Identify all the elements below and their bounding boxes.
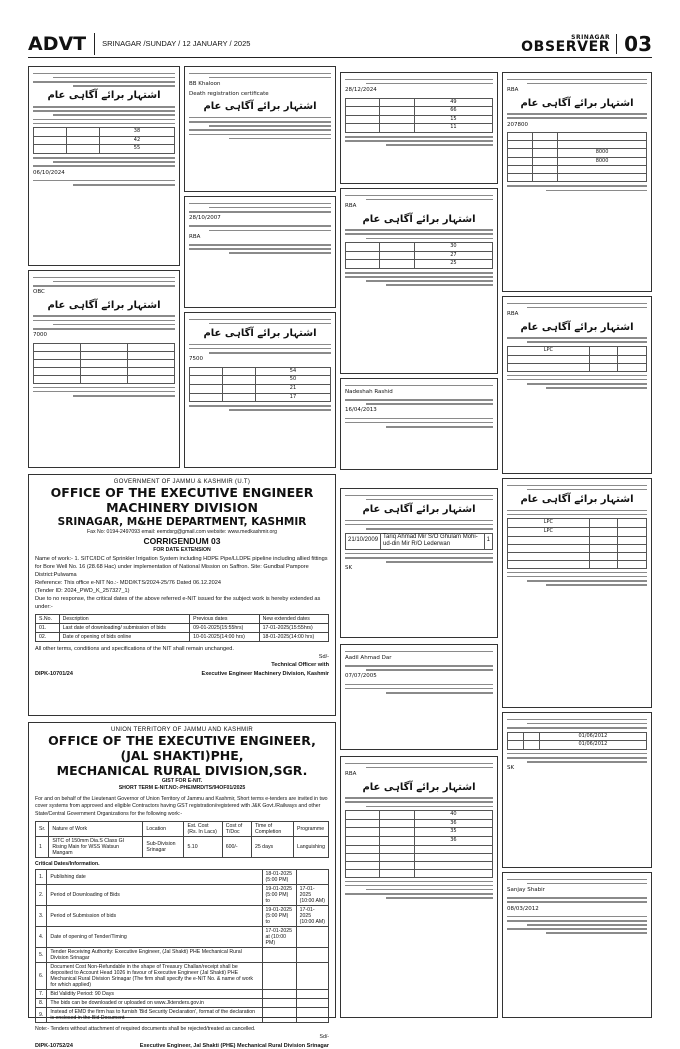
newspaper-logo [521, 34, 617, 54]
table-row [36, 870, 329, 885]
table-cell: 17 [255, 393, 330, 402]
column-header: Sr. [36, 822, 49, 837]
mechanical-division-corrigendum [28, 474, 336, 716]
dipk-number: DIPK-10701/24 [35, 670, 73, 677]
column-header: S.No. [36, 614, 60, 623]
table-cell: 55 [99, 145, 174, 154]
table-cell: Tender Receiving Authority: Executive Engineer, (Jal Shakti) PHE Mechanical Rural Division Srinagar [47, 948, 262, 963]
table-cell: LPC [508, 527, 590, 536]
table-cell: Date of opening of Tender/Timing [47, 927, 262, 948]
sd-mark: Sd/- [318, 653, 329, 660]
notice-table [189, 367, 331, 402]
table-cell: The bids can be downloaded or uploaded on www.Jktenders.gov.in [47, 999, 262, 1008]
table-cell: LPC [508, 519, 590, 528]
urdu-notice-13 [502, 296, 652, 474]
table-cell: 38 [99, 128, 174, 137]
reference-text: This office e-NIT No.:- MDD/KTS/2024-25/76 Dated 06.12.2024 [63, 579, 221, 586]
office-subtitle: SRINAGAR, M&HE DEPARTMENT, KASHMIR [57, 516, 307, 528]
column-header: Previous dates [190, 614, 259, 623]
table-cell: Last date of downloading/ submission of bids [59, 623, 190, 632]
category-label: RBA [345, 202, 357, 209]
table-cell: 17-01-2025 (10:00 AM) [296, 906, 328, 927]
category-label: RBA [507, 86, 519, 93]
table-cell: 9. [36, 1008, 47, 1023]
table-cell: 18-01-2025 (5:00 PM) [262, 870, 296, 885]
table-cell: 35 [414, 828, 492, 837]
certificate-label: Death registration certificate [189, 90, 269, 97]
table-cell: 36 [414, 819, 492, 828]
urdu-notice-10 [340, 644, 498, 750]
notice-table [507, 346, 647, 372]
office-subtitle: MECHANICAL RURAL DIVISION,SGR. [56, 763, 308, 778]
extension-table [35, 614, 329, 642]
notice-heading: اشتہار برائے آگاہی عام [203, 327, 317, 339]
notice-table [345, 533, 493, 550]
category-label: RBA [345, 770, 357, 777]
column-header: Description [59, 614, 190, 623]
table-cell: 17-01-2025(15:55hrs) [259, 623, 328, 632]
table-cell: 17-01-2025 (10:00 AM) [296, 885, 328, 906]
notice-heading: اشتہار برائے آگاہی عام [362, 213, 476, 225]
date-extension-label: FOR DATE EXTENSION [153, 547, 211, 554]
table-cell: 10-01-2025(14:00 hrs) [190, 632, 259, 641]
critical-dates-label: Critical Dates/Information. [35, 861, 100, 868]
urdu-notice-16 [502, 872, 652, 1018]
notice-date: 28/12/2024 [345, 86, 377, 93]
signatory-line: Executive Engineer, Jal Shakti (PHE) Mechanical Rural Division Srinagar [139, 1043, 329, 1049]
notice-heading: اشتہار برائے آگاہی عام [47, 299, 161, 311]
notice-heading: اشتہار برائے آگاہی عام [362, 503, 476, 515]
urdu-notice-6 [340, 72, 498, 184]
notice-name: Nadeshah Rashid [345, 388, 393, 395]
table-cell: 21/10/2009 [346, 533, 381, 549]
work-label: Name of work:- [35, 555, 73, 562]
table-cell: 7. [36, 990, 47, 999]
notice-table [345, 242, 493, 269]
critical-dates-table [35, 869, 329, 1023]
table-cell: 09-01-2025(15:55hrs) [190, 623, 259, 632]
notice-table [345, 98, 493, 133]
table-cell [296, 927, 328, 948]
table-cell: 49 [414, 98, 492, 107]
table-cell [296, 963, 328, 990]
table-cell: Document Cost Non-Refundable in the shape of Treasury Challan/receipt shall be deposited to Account Head 1026 in favour of Executive Engineer (Jal Shakti) PHE Mechanical Rural Division Srinagar (The firm shall specify the e-NIT No. & name of work for which applied) [47, 963, 262, 990]
notice-heading: اشتہار برائے آگاہی عام [520, 97, 634, 109]
extension-body: Due to no response, the critical dates of the above referred e-NIT issued for the subject work is hereby extended as under:- [35, 595, 321, 610]
note-text: Note:- Tenders without attachment of required documents shall be rejected/treated as cancelled. [35, 1026, 256, 1033]
column-header: Programme [293, 822, 328, 837]
table-cell: 8000 [558, 149, 647, 158]
table-cell [262, 963, 296, 990]
table-row [36, 623, 329, 632]
table-cell: 19-01-2025 (5:00 PM) to [262, 885, 296, 906]
notice-table [507, 132, 647, 182]
office-title: OFFICE OF THE EXECUTIVE ENGINEER MACHINERY DIVISION [50, 485, 314, 515]
dateline: SRINAGAR /SUNDAY / 12 JANUARY / 2025 [102, 39, 251, 48]
urdu-notice-11 [340, 756, 498, 1018]
table-cell: 01/06/2012 [539, 741, 646, 750]
urdu-notice-3 [184, 66, 336, 192]
table-cell: Date of opening of bids online [59, 632, 190, 641]
jal-shakti-tender-notice [28, 722, 336, 1049]
notice-amount: 207800 [507, 121, 528, 128]
table-cell: 3. [36, 906, 47, 927]
table-cell: 66 [414, 107, 492, 116]
government-line: UNION TERRITORY OF JAMMU AND KASHMIR [110, 727, 254, 733]
table-row [36, 963, 329, 990]
table-cell: 18-01-2025(14:00 hrs) [259, 632, 328, 641]
column-header: Location [143, 822, 184, 837]
table-cell: SITC of 150mm Dia.S Class GI Rising Main for WSS Watsun Mangam [49, 837, 143, 858]
table-cell: 6. [36, 963, 47, 990]
work-table [35, 821, 329, 858]
notice-code: SK [345, 565, 353, 572]
signatory-line-2: Executive Engineer Machinery Division, Kashmir [201, 670, 329, 677]
contact-line: Fax No: 0194-2497093 email: eemdsrg@gmail.com website: www.medkashmir.org [86, 529, 278, 535]
table-cell [296, 948, 328, 963]
table-row [36, 837, 329, 858]
notice-table [33, 127, 175, 154]
table-row [36, 999, 329, 1008]
notice-table [33, 343, 175, 384]
category-label: RBA [507, 310, 519, 317]
notice-signature: BB Khaloon [189, 80, 221, 87]
table-cell: 50 [255, 376, 330, 385]
notice-heading: اشتہار برائے آگاہی عام [203, 101, 317, 113]
logo-city: SRINAGAR [571, 33, 611, 41]
table-cell: 54 [255, 367, 330, 376]
sd-mark: Sd/- [319, 1033, 329, 1040]
table-cell: 27 [414, 251, 492, 260]
table-cell: Languishing [293, 837, 328, 858]
notice-code: SK [507, 765, 515, 772]
table-cell: 2. [36, 885, 47, 906]
urdu-notice-4 [184, 196, 336, 308]
table-cell: 8. [36, 999, 47, 1008]
table-cell: 8000 [558, 157, 647, 166]
table-cell: 01. [36, 623, 60, 632]
urdu-notice-15 [502, 712, 652, 868]
table-cell [262, 990, 296, 999]
table-cell: 02. [36, 632, 60, 641]
table-cell: Period of Submission of bids [47, 906, 262, 927]
page-number: 03 [624, 31, 652, 56]
gist-label: GIST FOR E-NIT. [161, 778, 203, 784]
table-cell: 15 [414, 115, 492, 124]
notice-table [507, 732, 647, 750]
urdu-notice-1 [28, 66, 180, 266]
urdu-notice-12 [502, 72, 652, 292]
section-label: ADVT [28, 33, 95, 55]
table-cell [296, 999, 328, 1008]
closing-line: All other terms, conditions and specifications of the NIT shall remain unchanged. [35, 645, 234, 652]
table-cell: 36 [414, 836, 492, 845]
table-row [36, 632, 329, 641]
work-text: 1. SITC/IDC of Sprinkler Irrigation System including HDPE Pipe/LLDPE pipeline including allied fittings for Bore Well No. 16 (28.68 Hac) under implementation of National Mission on Saffron. Site: Gundbal Pampore District:Pulwama [35, 555, 328, 578]
table-cell: 42 [99, 136, 174, 145]
table-cell [262, 1008, 296, 1023]
notice-heading: اشتہار برائے آگاہی عام [520, 493, 634, 505]
notice-date: 08/03/2012 [507, 905, 539, 912]
urdu-notice-2 [28, 270, 180, 468]
table-cell: 1 [484, 533, 492, 549]
notice-footer [35, 671, 329, 677]
urdu-notice-14 [502, 478, 652, 708]
notice-heading: اشتہار برائے آگاہی عام [362, 781, 476, 793]
table-cell [296, 990, 328, 999]
table-row [36, 885, 329, 906]
table-row [36, 948, 329, 963]
office-title: OFFICE OF THE EXECUTIVE ENGINEER,(JAL SHAKTI)PHE, [48, 733, 316, 763]
notice-footer [35, 1043, 329, 1049]
table-cell: Bid Validity Period: 90 Days [47, 990, 262, 999]
table-cell: Tariq Ahmad Mir S/O Ghulam Mohi-ud-din Mir R/O Lederwan [381, 533, 485, 549]
table-cell: 5.10 [184, 837, 222, 858]
table-cell: 4. [36, 927, 47, 948]
notice-date: 07/07/2005 [345, 673, 377, 680]
table-row [36, 1008, 329, 1023]
table-cell: 600/- [222, 837, 251, 858]
tender-id: (Tender ID: 2024_PWD_K_257327_1) [35, 587, 130, 594]
column-header: Time of Completion [251, 822, 293, 837]
notice-heading: اشتہار برائے آگاہی عام [520, 321, 634, 333]
table-cell [262, 948, 296, 963]
category-label: RBA [189, 233, 201, 240]
table-cell: 40 [414, 811, 492, 820]
notice-name: Sanjay Shabir [507, 886, 545, 893]
intro-text: For and on behalf of the Lieutenant Governor of Union Territory of Jammu and Kashmir, Short terms e-tenders are invited in two cover systems from approved and eligible Contractors having GST registration/registered with J&K Govt./Railways and other State/Central Government Organizations for the following work:- [35, 795, 328, 817]
notice-table [507, 518, 647, 568]
work-description [35, 555, 329, 579]
urdu-notice-9 [340, 488, 498, 638]
table-row [36, 990, 329, 999]
notice-name: Aadil Ahmad Dar [345, 654, 392, 661]
notice-date: 06/10/2024 [33, 169, 65, 176]
reference-line [35, 579, 329, 587]
table-cell: 1. [36, 870, 47, 885]
reference-label: Reference: [35, 579, 63, 586]
corrigendum-title: CORRIGENDUM 03 [143, 536, 221, 547]
table-cell: 21 [255, 384, 330, 393]
table-cell: Period of Downloading of Bids [47, 885, 262, 906]
urdu-notice-5 [184, 312, 336, 468]
notice-amount: 7000 [33, 332, 47, 339]
table-cell: 19-01-2025 (5:00 PM) to [262, 906, 296, 927]
table-cell [296, 870, 328, 885]
table-cell: 17-01-2025 at (10:00 PM) [262, 927, 296, 948]
table-cell [262, 999, 296, 1008]
notice-heading: اشتہار برائے آگاہی عام [47, 90, 161, 102]
table-cell [296, 1008, 328, 1023]
column-header: Cost of T/Doc [222, 822, 251, 837]
table-cell: 25 [414, 260, 492, 269]
notice-date: 16/04/2013 [345, 407, 377, 414]
table-cell: 30 [414, 243, 492, 252]
column-header: Nature of Work [49, 822, 143, 837]
column-header: Est. Cost (Rs. In Lacs) [184, 822, 222, 837]
table-row [36, 906, 329, 927]
category-label: OBC [33, 289, 45, 296]
table-cell: 11 [414, 124, 492, 133]
enit-number: SHORT TERM E-NIT.NO:-PHE/MRD/TS/94OF01/2025 [118, 785, 246, 792]
table-cell: Publishing date [47, 870, 262, 885]
urdu-notice-8 [340, 378, 498, 470]
table-cell: 5. [36, 948, 47, 963]
table-cell: Sub-Division Srinagar [143, 837, 184, 858]
table-cell: Instead of EMD the firm has to furnish 'Bid Security Declaration', format of the declaration is enclosed in the Bid Document [47, 1008, 262, 1023]
notice-table [345, 810, 493, 877]
logo-name: OBSERVER [521, 38, 611, 55]
table-cell: 1 [36, 837, 49, 858]
table-row [36, 927, 329, 948]
urdu-notice-7 [340, 188, 498, 374]
signatory-line-1: Technical Officer with [271, 661, 329, 668]
government-line: GOVERNMENT OF JAMMU & KASHMIR (U.T) [113, 479, 251, 485]
table-cell: 01/06/2012 [539, 732, 646, 741]
masthead [28, 30, 652, 58]
table-cell: 25 days [251, 837, 293, 858]
dipk-number: DIPK-10752/24 [35, 1043, 73, 1049]
column-header: New extended dates [259, 614, 328, 623]
table-cell: LPC [508, 346, 590, 355]
notice-amount: 7500 [189, 356, 203, 363]
notice-date: 28/10/2007 [189, 215, 221, 222]
